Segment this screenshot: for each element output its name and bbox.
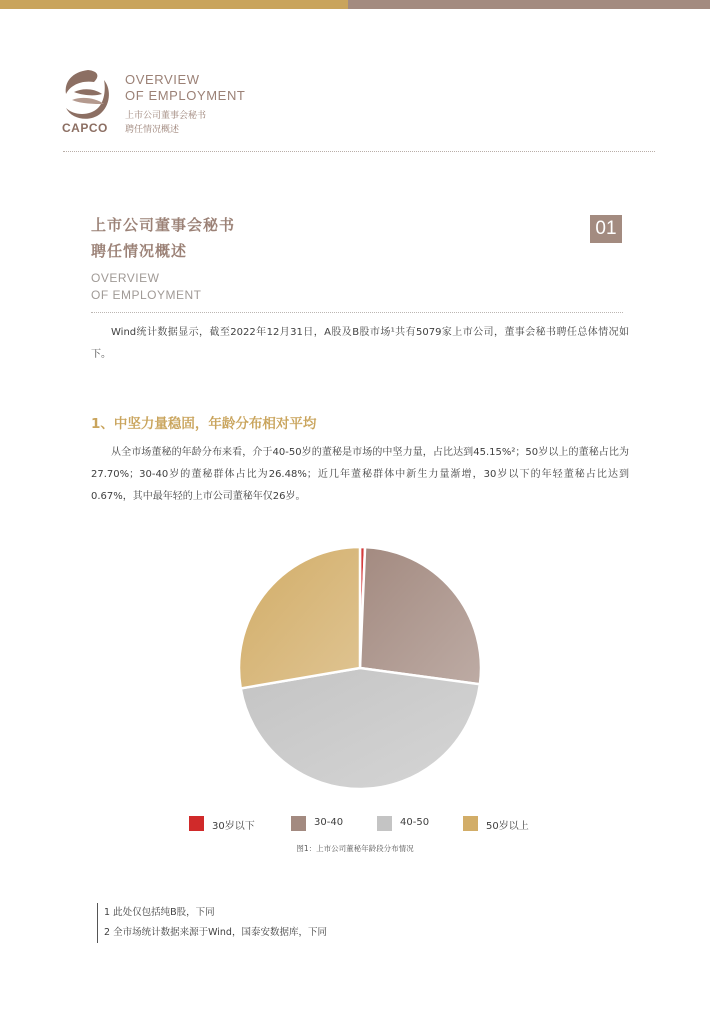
logo-wordmark: CAPCO xyxy=(62,121,108,135)
header-english-line2: OF EMPLOYMENT xyxy=(125,88,246,103)
legend-label-under-30: 30岁以下 xyxy=(212,821,255,832)
footnote-2: 2 全市场统计数据来源于Wind，国泰安数据库，下同 xyxy=(104,927,327,938)
section-english-line2: OF EMPLOYMENT xyxy=(91,288,202,302)
legend-label-over-50: 50岁以上 xyxy=(486,821,529,832)
legend-swatch-under-30 xyxy=(189,816,204,831)
section-title-line1: 上市公司董事会秘书 xyxy=(91,216,236,234)
top-accent-bar-gold xyxy=(0,0,348,9)
header-english-line1: OVERVIEW xyxy=(125,72,200,87)
pie-slice-over-50 xyxy=(239,547,360,688)
header-divider xyxy=(63,151,655,152)
pie-slice-40-50 xyxy=(241,668,480,789)
age-distribution-pie-chart xyxy=(230,538,490,798)
header-chinese-line1: 上市公司董事会秘书 xyxy=(125,111,207,121)
chart-legend xyxy=(189,814,549,834)
footnote-1: 1 此处仅包括纯B股，下同 xyxy=(104,907,215,918)
header-chinese-line2: 聘任情况概述 xyxy=(125,125,180,135)
subsection-title: 1、中坚力量稳固，年龄分布相对平均 xyxy=(91,416,317,432)
analysis-paragraph: 从全市场董秘的年龄分布来看，介于40-50岁的董秘是市场的中坚力量，占比达到45.15%²；50岁以上的董秘占比为27.70%；30-40岁的董秘群体占比为26.48%；近几年董秘群体中新生力量渐增，30岁以下的年轻董秘占比达到0.67%，其中最年轻的上市公司董秘年仅26岁。 xyxy=(91,447,629,502)
section-title-line2: 聘任情况概述 xyxy=(91,242,188,260)
section-number-badge: 01 xyxy=(590,215,622,243)
pie-slice-30-40 xyxy=(360,547,481,684)
legend-swatch-40-50 xyxy=(377,816,392,831)
legend-swatch-30-40 xyxy=(291,816,306,831)
legend-swatch-over-50 xyxy=(463,816,478,831)
legend-label-40-50: 40-50 xyxy=(400,817,430,828)
top-accent-bar-taupe xyxy=(348,0,710,9)
footnotes xyxy=(97,903,327,943)
section-english-line1: OVERVIEW xyxy=(91,271,160,285)
section-divider xyxy=(91,312,623,313)
legend-label-30-40: 30-40 xyxy=(314,817,344,828)
figure-caption: 图1：上市公司董秘年龄段分布情况 xyxy=(296,844,414,853)
intro-paragraph: Wind统计数据显示，截至2022年12月31日，A股及B股市场¹共有5079家上市公司，董事会秘书聘任总体情况如下。 xyxy=(91,327,629,360)
